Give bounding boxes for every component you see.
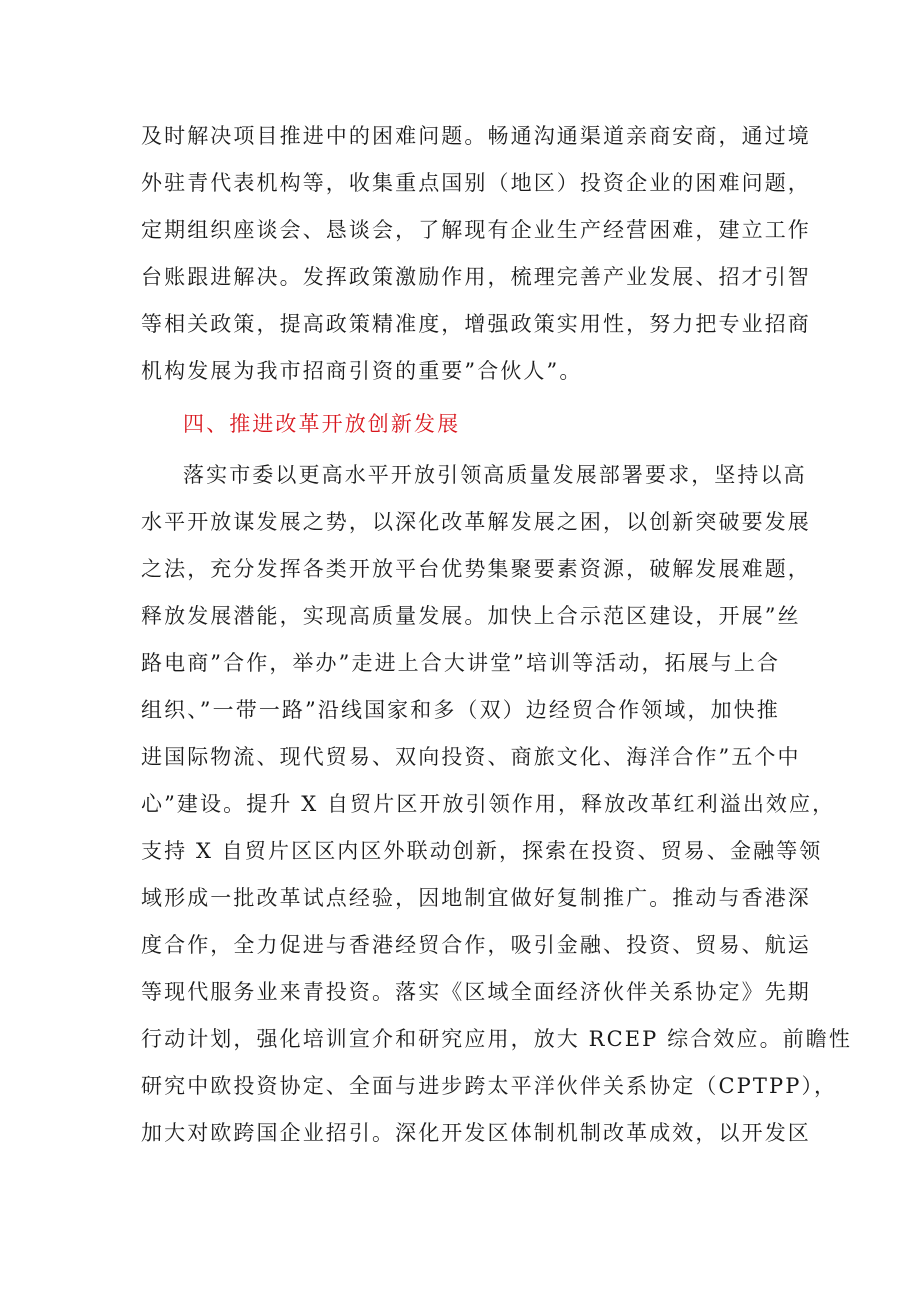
paragraph-line: 域形成一批改革试点经验，因地制宜做好复制推广。推动与香港深 xyxy=(141,886,811,910)
paragraph-line: 组织、”一带一路”沿线国家和多（双）边经贸合作领域，加快推 xyxy=(141,698,780,722)
paragraph-line: 等相关政策，提高政策精准度，增强政策实用性，努力把专业招商 xyxy=(141,312,811,336)
paragraph-line: 定期组织座谈会、恳谈会，了解现有企业生产经营困难，建立工作 xyxy=(141,218,811,242)
paragraph-line: 进国际物流、现代贸易、双向投资、商旅文化、海洋合作”五个中 xyxy=(141,745,801,769)
paragraph-line: 加大对欧跨国企业招引。深化开发区体制机制改革成效，以开发区 xyxy=(141,1121,811,1145)
paragraph-line: 研究中欧投资协定、全面与进步跨太平洋伙伴关系协定（CPTPP）， xyxy=(141,1074,838,1098)
paragraph-line: 水平开放谋发展之势，以深化改革解发展之困，以创新突破要发展 xyxy=(141,510,811,534)
paragraph-line: 机构发展为我市招商引资的重要”合伙人”。 xyxy=(141,359,583,383)
paragraph-line: 心”建设。提升 X 自贸片区开放引领作用，释放改革红利溢出效应， xyxy=(141,792,836,816)
paragraph-line: 支持 X 自贸片区区内区外联动创新，探索在投资、贸易、金融等领 xyxy=(141,839,823,863)
section-heading: 四、推进改革开放创新发展 xyxy=(183,412,461,436)
paragraph-line: 台账跟进解决。发挥政策激励作用，梳理完善产业发展、招才引智 xyxy=(141,265,811,289)
paragraph-line: 及时解决项目推进中的困难问题。畅通沟通渠道亲商安商，通过境 xyxy=(141,124,811,148)
paragraph-line: 释放发展潜能，实现高质量发展。加快上合示范区建设，开展”丝 xyxy=(141,604,801,628)
paragraph-line: 度合作，全力促进与香港经贸合作，吸引金融、投资、贸易、航运 xyxy=(141,933,811,957)
paragraph-line: 路电商”合作，举办”走进上合大讲堂”培训等活动，拓展与上合 xyxy=(141,651,781,675)
paragraph-line: 行动计划，强化培训宣介和研究应用，放大 RCEP 综合效应。前瞻性 xyxy=(141,1027,852,1051)
paragraph-line: 外驻青代表机构等，收集重点国别（地区）投资企业的困难问题， xyxy=(141,171,811,195)
paragraph-line: 之法，充分发挥各类开放平台优势集聚要素资源，破解发展难题， xyxy=(141,557,811,581)
paragraph-line: 等现代服务业来青投资。落实《区域全面经济伙伴关系协定》先期 xyxy=(141,980,811,1004)
paragraph-line: 落实市委以更高水平开放引领高质量发展部署要求，坚持以高 xyxy=(183,463,807,487)
